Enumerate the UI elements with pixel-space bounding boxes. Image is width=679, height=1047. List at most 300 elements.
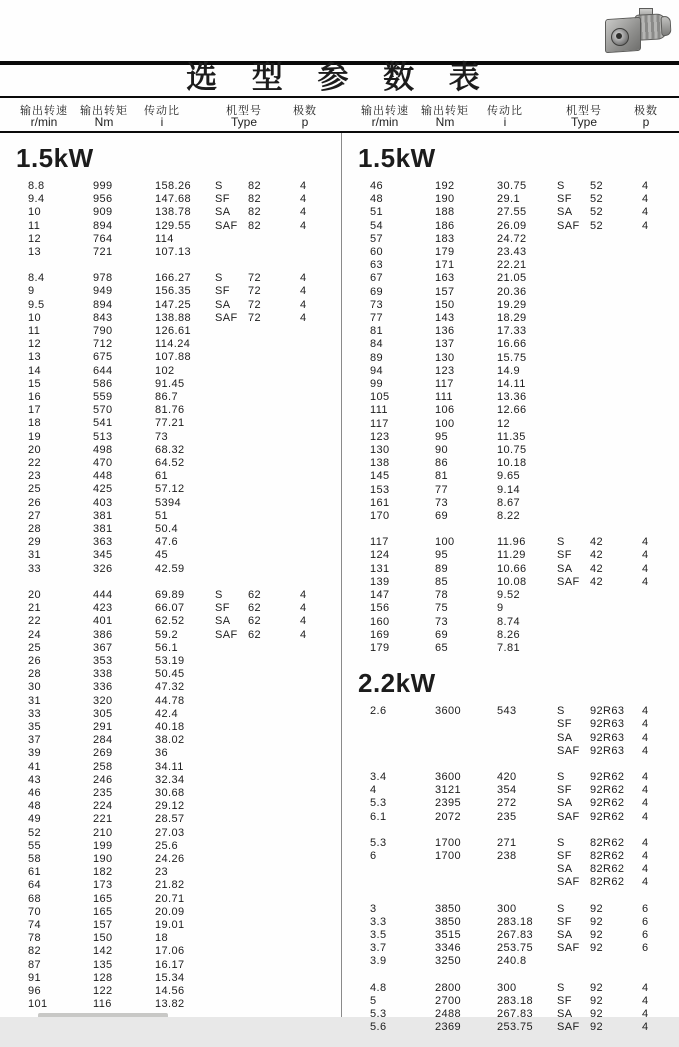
cell-poles: 4	[642, 1007, 649, 1020]
cell-output-speed: 18	[28, 417, 42, 430]
cell-output-torque: 909	[93, 206, 113, 219]
cell-type-size	[248, 351, 300, 364]
cell-ratio: 129.55	[155, 219, 192, 232]
cell-poles	[300, 483, 320, 496]
cell-ratio: 66.07	[155, 602, 185, 615]
cell-output-speed: 78	[28, 932, 42, 945]
cell-type-prefix	[215, 338, 248, 351]
cell-type-size: 42	[590, 536, 604, 549]
table-row	[0, 351, 340, 364]
cell-output-speed: 13	[28, 351, 42, 364]
cell-type-prefix	[557, 589, 590, 602]
cell-output-speed: 25	[28, 483, 42, 496]
cell-type-size: 82	[248, 193, 262, 206]
cell-type-size	[590, 642, 642, 655]
cell-output-speed: 5.3	[370, 836, 387, 849]
cell-ratio: 11.35	[497, 430, 526, 443]
cell-output-speed: 77	[370, 312, 384, 325]
cell-poles	[300, 549, 320, 562]
table-row	[0, 774, 340, 787]
cell-type-size	[590, 378, 642, 391]
cell-output-speed	[370, 732, 435, 745]
cell-ratio: 283.18	[497, 994, 534, 1007]
cell-output-speed: 139	[370, 575, 390, 588]
cell-poles	[300, 246, 320, 259]
cell-poles: 4	[300, 602, 307, 615]
cell-output-speed: 11	[28, 219, 41, 232]
cell-ratio: 28.57	[155, 813, 185, 826]
table-row	[342, 497, 679, 510]
cell-type-size: 62	[248, 615, 262, 628]
cell-poles	[300, 708, 320, 721]
cell-output-torque: 157	[93, 918, 113, 931]
cell-type-prefix: S	[557, 705, 565, 718]
cell-ratio: 253.75	[497, 1021, 534, 1034]
cell-type-size: 92R62	[590, 784, 625, 797]
cell-ratio: 14.9	[497, 364, 521, 377]
cell-ratio: 13.36	[497, 391, 527, 404]
cell-type-size	[248, 510, 300, 523]
cell-poles: 4	[642, 797, 649, 810]
cell-output-speed	[370, 863, 435, 876]
cell-ratio: 29.1	[497, 193, 521, 206]
cell-ratio: 51	[155, 509, 169, 522]
cell-ratio: 15.75	[497, 351, 527, 364]
cell-output-torque: 221	[93, 813, 113, 826]
cell-output-torque: 95	[435, 430, 449, 443]
cell-ratio: 420	[497, 770, 517, 783]
table-row	[342, 365, 679, 378]
cell-output-speed: 10	[28, 311, 42, 324]
table-row	[0, 285, 340, 298]
cell-output-speed: 96	[28, 984, 42, 997]
cell-output-speed: 31	[28, 694, 42, 707]
cell-type-prefix	[215, 536, 248, 549]
cell-poles	[300, 853, 320, 866]
cell-type-prefix	[557, 246, 590, 259]
power-section-heading: 2.2kW	[358, 668, 436, 699]
cell-ratio: 64.52	[155, 457, 185, 470]
cell-type-size	[248, 787, 300, 800]
cell-output-torque: 111	[435, 391, 453, 404]
table-row	[342, 286, 679, 299]
cell-output-speed: 19	[28, 430, 42, 443]
cell-output-speed: 10	[28, 206, 42, 219]
cell-output-speed: 153	[370, 483, 390, 496]
data-column-right	[342, 140, 679, 1047]
cell-output-torque: 956	[93, 193, 113, 206]
cell-output-torque: 345	[93, 549, 113, 562]
cell-poles: 4	[642, 731, 649, 744]
cell-output-speed: 51	[370, 206, 384, 219]
cell-type-prefix	[557, 484, 590, 497]
cell-type-prefix: SAF	[557, 219, 580, 232]
cell-ratio: 11.96	[497, 536, 526, 549]
table-row	[342, 576, 679, 589]
cell-output-speed: 22	[28, 615, 42, 628]
cell-type-size	[248, 642, 300, 655]
cell-poles: 4	[642, 549, 649, 562]
cell-poles	[300, 563, 320, 576]
header-ratio-unit: i	[160, 115, 164, 129]
cell-ratio: 57.12	[155, 483, 185, 496]
cell-output-torque: 2800	[435, 981, 462, 994]
table-row	[0, 483, 340, 496]
cell-type-size: 52	[590, 180, 604, 192]
cell-type-prefix: SF	[215, 285, 230, 298]
cell-type-size: 52	[590, 219, 604, 232]
cell-output-speed: 39	[28, 747, 42, 760]
cell-output-speed: 61	[28, 866, 42, 879]
cell-type-prefix	[215, 813, 248, 826]
cell-poles: 4	[642, 193, 649, 206]
cell-type-size: 92	[590, 915, 604, 928]
cell-output-torque: 163	[435, 272, 455, 285]
cell-output-speed: 9.5	[28, 298, 45, 311]
cell-type-prefix	[215, 470, 248, 483]
cell-poles: 4	[300, 285, 307, 298]
cell-ratio: 147.25	[155, 298, 192, 311]
cell-output-torque: 89	[435, 562, 449, 575]
cell-output-torque: 675	[93, 351, 113, 364]
cell-type-size: 92R63	[590, 744, 625, 757]
cell-type-size	[248, 959, 300, 972]
cell-output-speed: 179	[370, 641, 390, 654]
cell-output-torque: 401	[93, 615, 113, 628]
table-row	[0, 761, 340, 774]
cell-output-speed: 94	[370, 364, 384, 377]
cell-poles: 4	[642, 981, 649, 994]
cell-type-size: 62	[248, 628, 262, 641]
cell-poles	[300, 721, 320, 734]
table-row	[342, 642, 679, 655]
cell-poles: 4	[642, 536, 649, 549]
cell-type-prefix	[215, 853, 248, 866]
cell-type-prefix	[215, 761, 248, 774]
header-torque-unit: Nm	[435, 115, 455, 129]
cell-poles	[300, 417, 320, 430]
cell-poles: 4	[300, 615, 307, 628]
cell-ratio: 156.35	[155, 285, 192, 298]
cell-output-speed: 105	[370, 391, 390, 404]
cell-output-speed: 64	[28, 879, 42, 892]
table-row	[342, 876, 679, 889]
cell-type-size	[248, 893, 300, 906]
cell-poles	[300, 444, 320, 457]
cell-ratio: 30.75	[497, 180, 527, 192]
rating-block-s72	[0, 272, 340, 576]
cell-poles	[300, 932, 320, 945]
cell-type-size	[590, 418, 642, 431]
cell-type-size: 72	[248, 272, 262, 285]
cell-output-speed: 46	[28, 786, 42, 799]
cell-ratio: 34.11	[155, 760, 184, 773]
cell-type-size	[590, 272, 642, 285]
cell-type-prefix	[557, 312, 590, 325]
cell-type-prefix	[557, 378, 590, 391]
table-row	[342, 732, 679, 745]
cell-type-size	[248, 483, 300, 496]
header-speed-label: 输出转速	[20, 105, 68, 117]
cell-type-prefix: SF	[557, 849, 572, 862]
cell-type-size	[248, 549, 300, 562]
cell-output-torque: 182	[93, 866, 113, 879]
cell-output-torque: 235	[93, 786, 113, 799]
cell-ratio: 10.08	[497, 575, 527, 588]
cell-output-speed: 60	[370, 246, 384, 259]
cell-output-speed: 6	[370, 849, 377, 862]
cell-type-size: 92	[590, 902, 604, 915]
cell-ratio: 15.34	[155, 971, 185, 984]
cell-poles: 4	[300, 298, 307, 311]
cell-ratio: 16.66	[497, 338, 527, 351]
cell-type-size	[590, 955, 642, 968]
cell-ratio: 47.32	[155, 681, 185, 694]
cell-output-speed: 5	[370, 994, 377, 1007]
cell-ratio: 20.71	[155, 892, 185, 905]
cell-output-torque: 173	[93, 879, 113, 892]
cell-ratio: 68.32	[155, 443, 185, 456]
cell-ratio: 354	[497, 784, 517, 797]
cell-type-size	[248, 233, 300, 246]
cell-output-torque: 95	[435, 549, 449, 562]
cell-poles	[642, 391, 662, 404]
table-row	[342, 784, 679, 797]
cell-ratio: 238	[497, 849, 517, 862]
cell-type-prefix: SF	[557, 193, 572, 206]
cell-output-torque: 3850	[435, 902, 462, 915]
cell-type-prefix: S	[557, 180, 565, 192]
cell-output-torque: 179	[435, 246, 455, 259]
table-row	[342, 391, 679, 404]
cell-output-speed: 41	[28, 760, 42, 773]
cell-type-prefix	[557, 642, 590, 655]
cell-output-speed: 13	[28, 246, 42, 259]
cell-output-speed: 27	[28, 509, 42, 522]
cell-output-torque: 949	[93, 285, 113, 298]
cell-type-size	[248, 827, 300, 840]
cell-output-speed: 3.5	[370, 928, 387, 941]
cell-output-speed: 25	[28, 641, 42, 654]
header-poles-label: 极数	[293, 105, 317, 117]
motor-end-cap	[660, 16, 671, 36]
cell-type-size	[590, 233, 642, 246]
cell-output-torque: 448	[93, 470, 113, 483]
cell-output-speed: 15	[28, 377, 42, 390]
cell-type-prefix	[215, 774, 248, 787]
cell-output-torque: 570	[93, 404, 113, 417]
cell-type-size	[248, 998, 300, 1011]
cell-output-torque: 190	[435, 193, 455, 206]
cell-output-torque: 165	[93, 892, 113, 905]
cell-type-size	[590, 365, 642, 378]
page-title: 选 型 参 数 表	[186, 60, 493, 95]
cell-ratio: 267.83	[497, 1007, 534, 1020]
table-row	[0, 813, 340, 826]
cell-poles	[300, 325, 320, 338]
cell-poles: 4	[642, 705, 649, 718]
table-row	[0, 602, 340, 615]
cell-poles	[642, 484, 662, 497]
cell-poles	[300, 827, 320, 840]
cell-output-torque: 712	[93, 338, 113, 351]
table-row	[0, 708, 340, 721]
cell-type-prefix: SA	[215, 206, 231, 219]
cell-ratio: 8.74	[497, 615, 521, 628]
cell-output-torque: 199	[93, 839, 113, 852]
cell-type-prefix: SF	[215, 602, 230, 615]
cell-ratio: 543	[497, 705, 517, 718]
cell-type-size	[248, 457, 300, 470]
cell-poles	[300, 655, 320, 668]
table-row	[0, 193, 340, 206]
table-row	[342, 299, 679, 312]
table-row	[0, 945, 340, 958]
table-row	[0, 919, 340, 932]
cell-type-size: 82	[248, 206, 262, 219]
cell-ratio: 138.78	[155, 206, 192, 219]
table-row	[0, 985, 340, 998]
header-ratio-label: 传动比	[144, 105, 180, 117]
header-poles-unit: p	[301, 115, 309, 129]
cell-output-torque: 367	[93, 641, 113, 654]
cell-ratio: 81.76	[155, 404, 185, 417]
cell-type-prefix: SAF	[557, 1021, 580, 1034]
cell-output-torque: 224	[93, 800, 113, 813]
cell-ratio: 17.33	[497, 325, 527, 338]
cell-output-speed: 22	[28, 457, 42, 470]
cell-ratio: 24.26	[155, 852, 185, 865]
cell-type-prefix	[215, 959, 248, 972]
cell-ratio: 27.03	[155, 826, 185, 839]
cell-output-speed: 3.3	[370, 915, 387, 928]
cell-type-prefix	[215, 365, 248, 378]
cell-type-size	[248, 536, 300, 549]
data-column-left	[0, 140, 340, 1024]
cell-output-torque: 210	[93, 826, 113, 839]
table-row	[0, 959, 340, 972]
table-row	[342, 457, 679, 470]
rating-block-92r62	[342, 771, 679, 824]
cell-ratio: 9	[497, 602, 504, 615]
cell-poles	[642, 642, 662, 655]
cell-ratio: 20.36	[497, 285, 527, 298]
cell-poles	[300, 774, 320, 787]
cell-type-size	[248, 497, 300, 510]
cell-type-prefix	[557, 470, 590, 483]
cell-output-torque: 3250	[435, 955, 462, 968]
cell-output-torque: 721	[93, 246, 113, 259]
cell-type-size	[590, 391, 642, 404]
table-row	[0, 721, 340, 734]
cell-type-size: 82R62	[590, 849, 625, 862]
cell-type-prefix: SAF	[557, 575, 580, 588]
cell-ratio: 23.43	[497, 246, 527, 259]
cell-output-torque: 403	[93, 496, 113, 509]
cell-poles	[300, 761, 320, 774]
cell-ratio: 86.7	[155, 391, 179, 404]
cell-output-speed: 84	[370, 338, 384, 351]
cell-output-speed: 26	[28, 496, 42, 509]
table-row	[0, 681, 340, 694]
cell-poles	[300, 747, 320, 760]
cell-type-prefix: SAF	[557, 810, 580, 823]
cell-type-prefix	[215, 945, 248, 958]
cell-type-size	[248, 985, 300, 998]
cell-output-speed: 130	[370, 444, 390, 457]
table-row	[342, 705, 679, 718]
cell-output-speed: 17	[28, 404, 42, 417]
cell-ratio: 18	[155, 932, 169, 945]
header-poles-unit: p	[642, 115, 650, 129]
cell-type-prefix	[557, 955, 590, 968]
table-row	[0, 338, 340, 351]
cell-type-prefix: S	[557, 836, 565, 849]
table-row	[0, 589, 340, 602]
cell-type-prefix	[215, 866, 248, 879]
cell-output-speed: 6.1	[370, 810, 387, 823]
cell-type-prefix: SA	[557, 1007, 573, 1020]
cell-poles: 4	[642, 744, 649, 757]
cell-output-torque: 183	[435, 232, 455, 245]
cell-ratio: 69.89	[155, 588, 185, 601]
cell-ratio: 7.81	[497, 641, 521, 654]
table-row	[0, 378, 340, 391]
cell-type-size	[248, 761, 300, 774]
cell-ratio: 73	[155, 430, 169, 443]
cell-output-speed: 29	[28, 536, 42, 549]
output-shaft-hub	[616, 33, 622, 39]
cell-output-torque: 65	[435, 641, 449, 654]
header-torque-label: 输出转矩	[421, 105, 469, 117]
cell-type-size	[590, 589, 642, 602]
cell-output-torque: 3850	[435, 915, 462, 928]
cell-type-size: 92	[590, 942, 604, 955]
cell-output-speed: 4	[370, 784, 377, 797]
table-row	[342, 995, 679, 1008]
cell-type-prefix	[557, 444, 590, 457]
cell-output-torque: 336	[93, 681, 113, 694]
table-row	[0, 642, 340, 655]
cell-ratio: 158.26	[155, 180, 192, 192]
cell-type-size: 92R62	[590, 797, 625, 810]
cell-poles	[300, 497, 320, 510]
cell-ratio: 56.1	[155, 641, 179, 654]
cell-output-speed: 43	[28, 773, 42, 786]
cell-output-torque: 150	[93, 932, 113, 945]
table-row	[342, 771, 679, 784]
cell-output-torque: 165	[93, 905, 113, 918]
table-row	[342, 444, 679, 457]
cell-output-speed: 170	[370, 510, 390, 523]
cell-output-speed: 161	[370, 496, 390, 509]
table-row	[342, 1008, 679, 1021]
cell-output-torque: 90	[435, 444, 449, 457]
cell-type-size: 82	[248, 180, 262, 192]
cell-output-speed: 74	[28, 918, 42, 931]
cell-type-size	[248, 932, 300, 945]
cell-output-speed: 67	[370, 272, 384, 285]
table-row	[0, 523, 340, 536]
cell-type-prefix	[215, 879, 248, 892]
cell-poles: 4	[642, 810, 649, 823]
cell-type-prefix	[215, 246, 248, 259]
cell-output-torque: 586	[93, 377, 113, 390]
cell-output-speed: 5.3	[370, 797, 387, 810]
rating-block-s42	[342, 536, 679, 655]
cell-output-speed: 89	[370, 351, 384, 364]
cell-type-prefix	[557, 602, 590, 615]
